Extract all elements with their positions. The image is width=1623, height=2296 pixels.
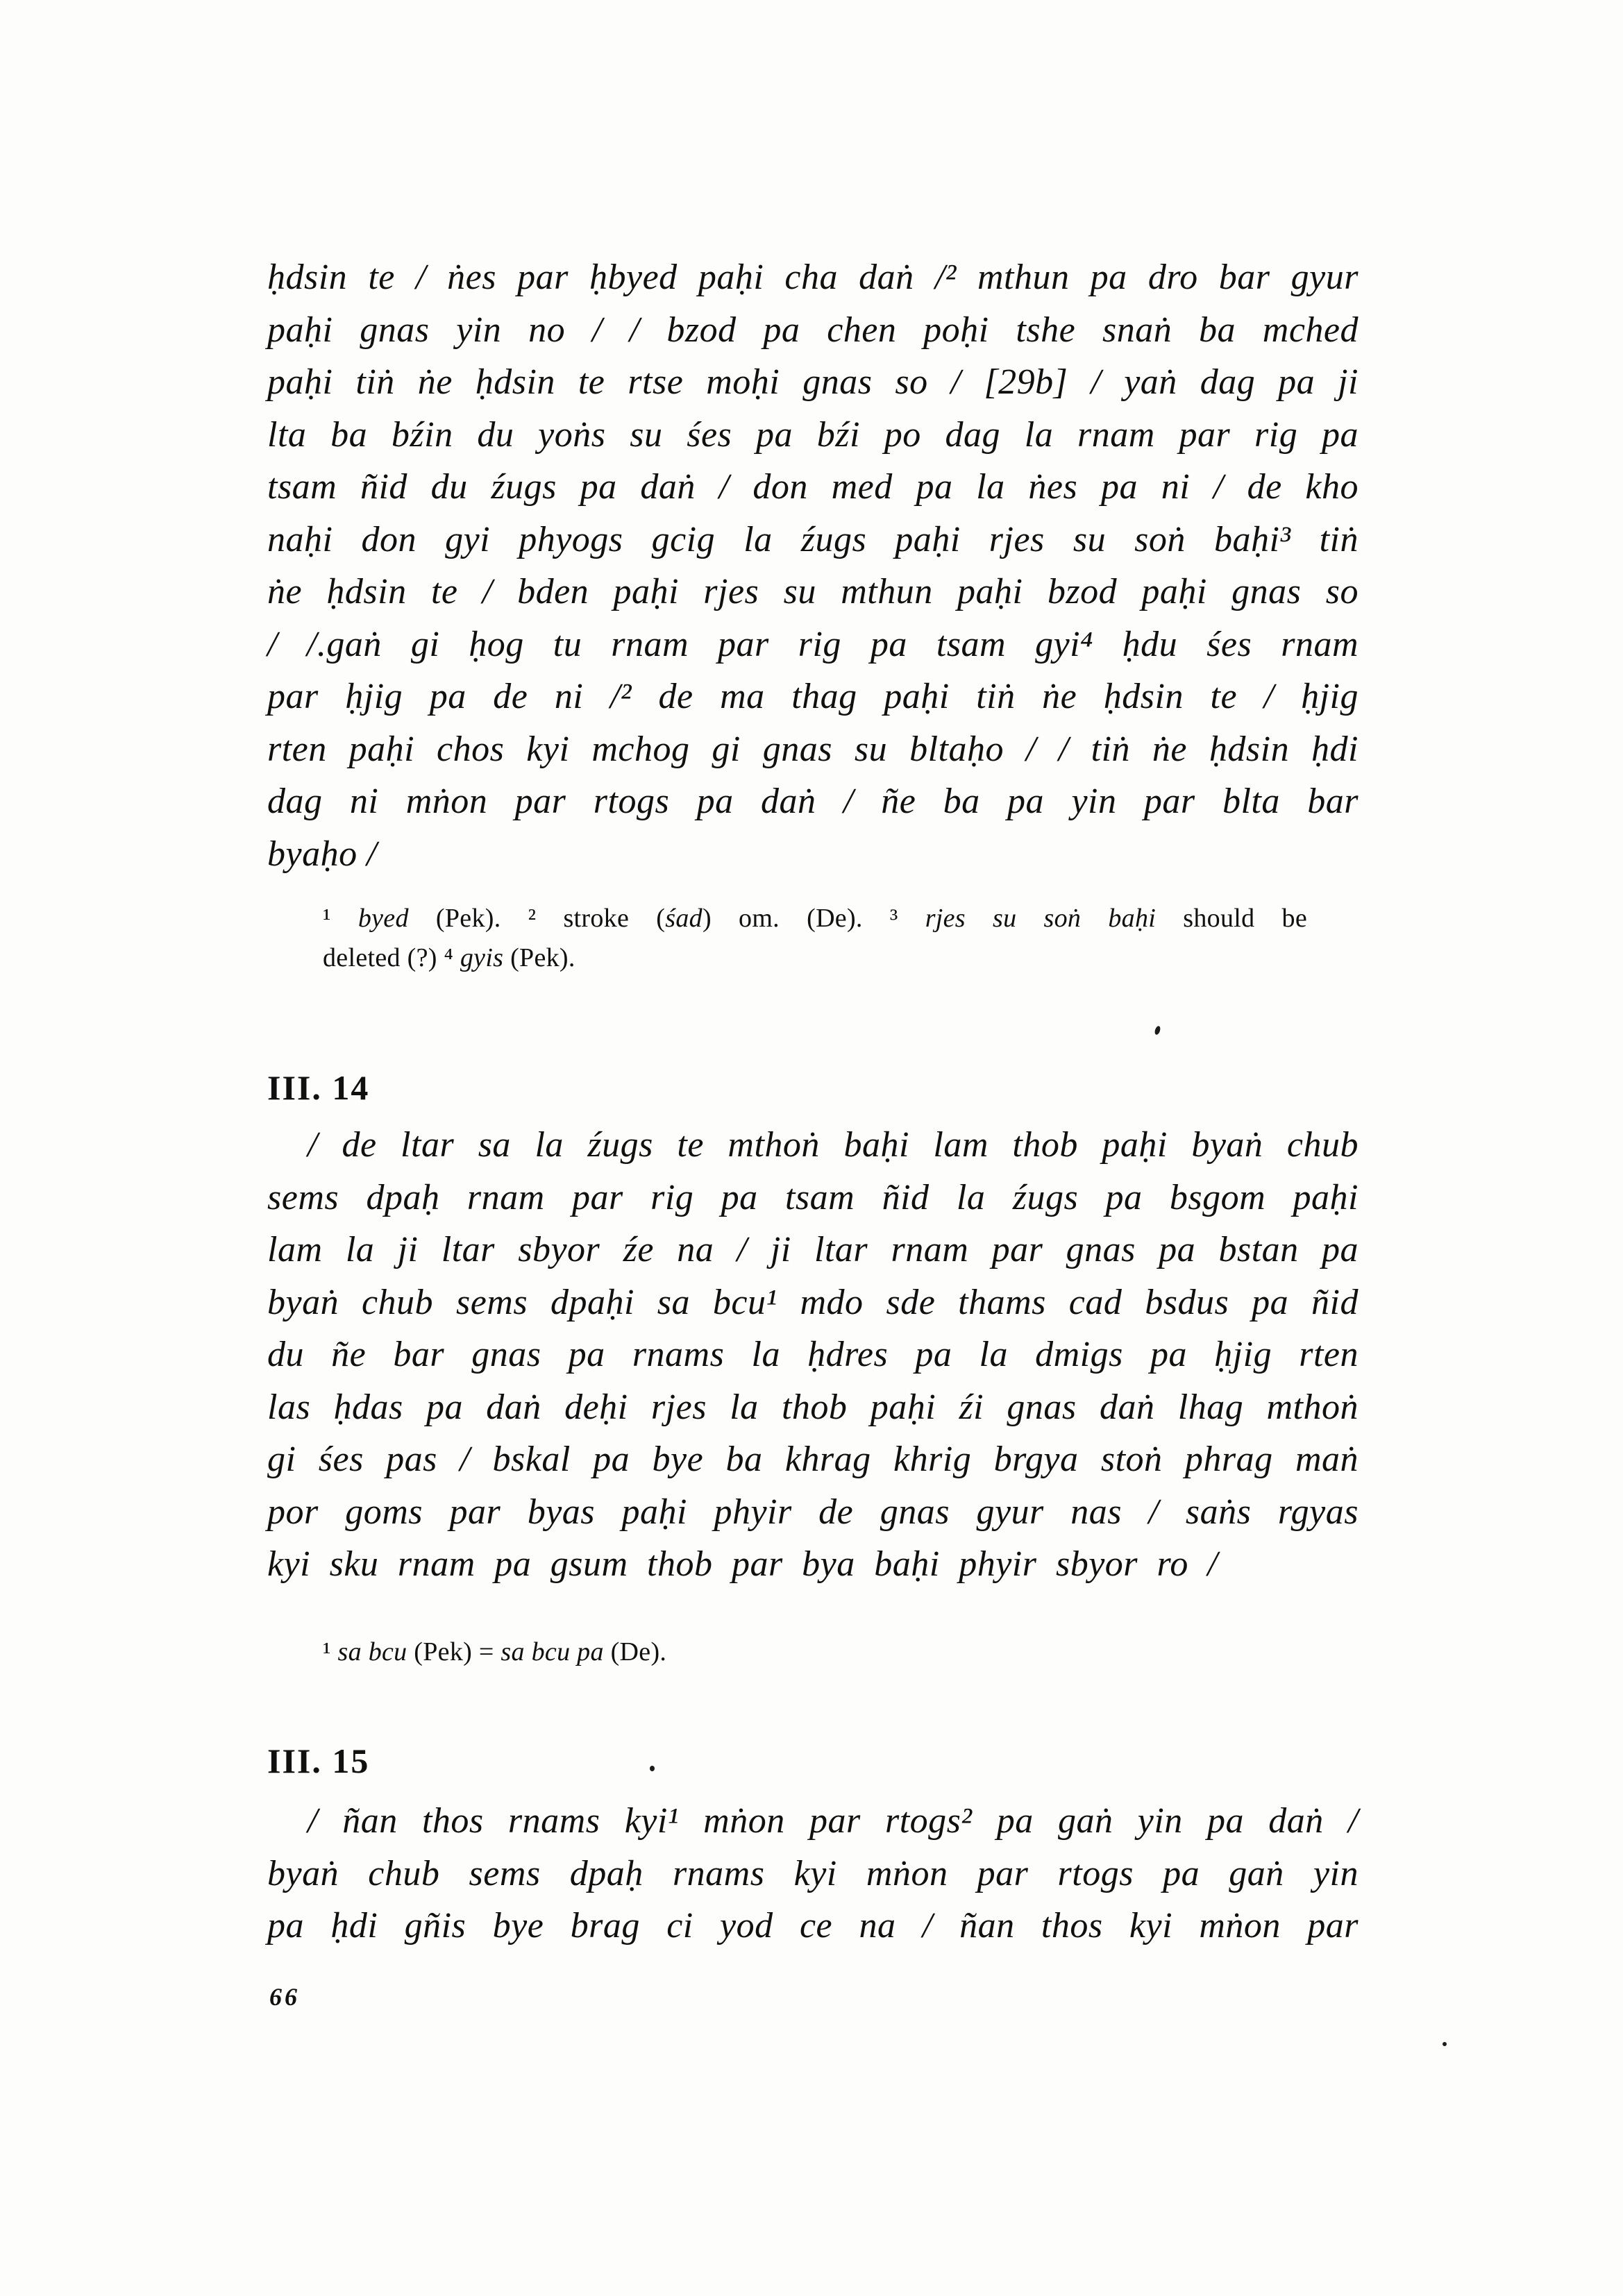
scan-speck <box>650 1766 655 1771</box>
footnote-text: stroke ( <box>563 904 666 933</box>
footnote-text: byed <box>358 904 409 933</box>
text-line: par ḥjig pa de ni /² de ma thag paḥi tiṅ ṅe ḥdsin te / ḥjig <box>267 677 1359 716</box>
footnote-block-1 <box>323 899 1307 978</box>
footnote-text: gyis <box>460 943 504 972</box>
footnote-line <box>323 899 1307 938</box>
text-line: las ḥdas pa daṅ deḥi rjes la thob paḥi źi gnas daṅ lhag mthoṅ <box>267 1387 1359 1427</box>
text-line: lta ba bźin du yoṅs su śes pa bźi po dag la rnam par rig pa <box>267 414 1359 455</box>
footnote-text: rjes su soṅ baḥi <box>925 904 1157 933</box>
footnote-text: (Pek) = <box>407 1637 501 1666</box>
footnote-text: ) om. (De). <box>702 904 890 933</box>
text-line: byaṅ chub sems dpaḥ rnams kyi mṅon par rtogs pa gaṅ yin <box>267 1853 1359 1893</box>
text-line: tsam ñid du źugs pa daṅ / don med pa la ṅes pa ni / de kho <box>267 467 1359 507</box>
paragraph-continuation <box>267 251 1359 880</box>
page-number: 66 <box>269 1983 300 2011</box>
text-line: / /.gaṅ gi ḥog tu rnam par rig pa tsam gyi⁴ ḥdu śes rnam <box>267 624 1359 664</box>
text-line: dag ni mṅon par rtogs pa daṅ / ñe ba pa yin par blta bar <box>267 782 1359 821</box>
footnote-block-2 <box>323 1632 1307 1672</box>
text-line: naḥi don gyi phyogs gcig la źugs paḥi rjes su soṅ baḥi³ tiṅ <box>267 519 1359 559</box>
footnote-marker: ³ <box>889 904 925 933</box>
text-line: paḥi tiṅ ṅe ḥdsin te rtse moḥi gnas so / [29b] / yaṅ dag pa ji <box>267 362 1359 402</box>
footnote-text: śad <box>665 904 703 933</box>
text-line: por goms par byas paḥi phyir de gnas gyur nas / saṅs rgyas <box>267 1492 1359 1532</box>
footnote-marker: ¹ <box>323 1637 338 1666</box>
section-heading-iii-14: III. 14 <box>267 1068 370 1107</box>
text-line: rten paḥi chos kyi mchog gi gnas su bltaḥo / / tiṅ ṅe ḥdsin ḥdi <box>267 729 1359 769</box>
text-line: byaḥo / <box>267 834 378 874</box>
footnote-text: (Pek). <box>503 943 575 972</box>
section-iii-15-paragraph <box>267 1795 1359 1952</box>
text-line: lam la ji ltar sbyor źe na / ji ltar rnam par gnas pa bstan pa <box>267 1230 1359 1269</box>
text-line: sems dpaḥ rnam par rig pa tsam ñid la źugs pa bsgom paḥi <box>267 1177 1359 1217</box>
text-line: gi śes pas / bskal pa bye ba khrag khrig brgya stoṅ phrag maṅ <box>267 1440 1359 1479</box>
text-line: / de ltar sa la źugs te mthoṅ baḥi lam thob paḥi byaṅ chub <box>308 1125 1359 1165</box>
text-line: du ñe bar gnas pa rnams la ḥdres pa la dmigs pa ḥjig rten <box>267 1335 1359 1374</box>
footnote-line <box>323 938 1307 978</box>
footnote-text: sa bcu <box>337 1637 407 1666</box>
text-line: paḥi gnas yin no / / bzod pa chen poḥi tshe snaṅ ba mched <box>267 310 1359 350</box>
footnote-text: (Pek). <box>408 904 528 933</box>
footnote-text: sa bcu pa <box>501 1637 604 1666</box>
footnote-marker: ⁴ <box>444 943 460 972</box>
scan-speck <box>1443 2042 1447 2046</box>
text-line: / ñan thos rnams kyi¹ mṅon par rtogs² pa gaṅ yin pa daṅ / <box>308 1801 1359 1841</box>
text-line: pa ḥdi gñis bye brag ci yod ce na / ñan thos kyi mṅon par <box>267 1906 1359 1945</box>
footnote-marker: ² <box>528 904 564 933</box>
footnote-marker: ¹ <box>323 904 358 933</box>
text-line: ḥdsin te / ṅes par ḥbyed paḥi cha daṅ /² mthun pa dro bar gyur <box>267 258 1359 297</box>
text-line: ṅe ḥdsin te / bden paḥi rjes su mthun paḥi bzod paḥi gnas so <box>267 572 1359 611</box>
scan-speck <box>1154 1025 1161 1036</box>
text-line: byaṅ chub sems dpaḥi sa bcu¹ mdo sde thams cad bsdus pa ñid <box>267 1282 1359 1322</box>
footnote-text: deleted (?) <box>323 943 444 972</box>
footnote-line <box>323 1632 1307 1672</box>
section-iii-14-paragraph <box>267 1119 1359 1591</box>
section-heading-iii-15: III. 15 <box>267 1741 370 1780</box>
footnote-text: should be <box>1156 904 1307 933</box>
text-line: kyi sku rnam pa gsum thob par bya baḥi phyir sbyor ro / <box>267 1544 1218 1584</box>
footnote-text: (De). <box>603 1637 667 1666</box>
